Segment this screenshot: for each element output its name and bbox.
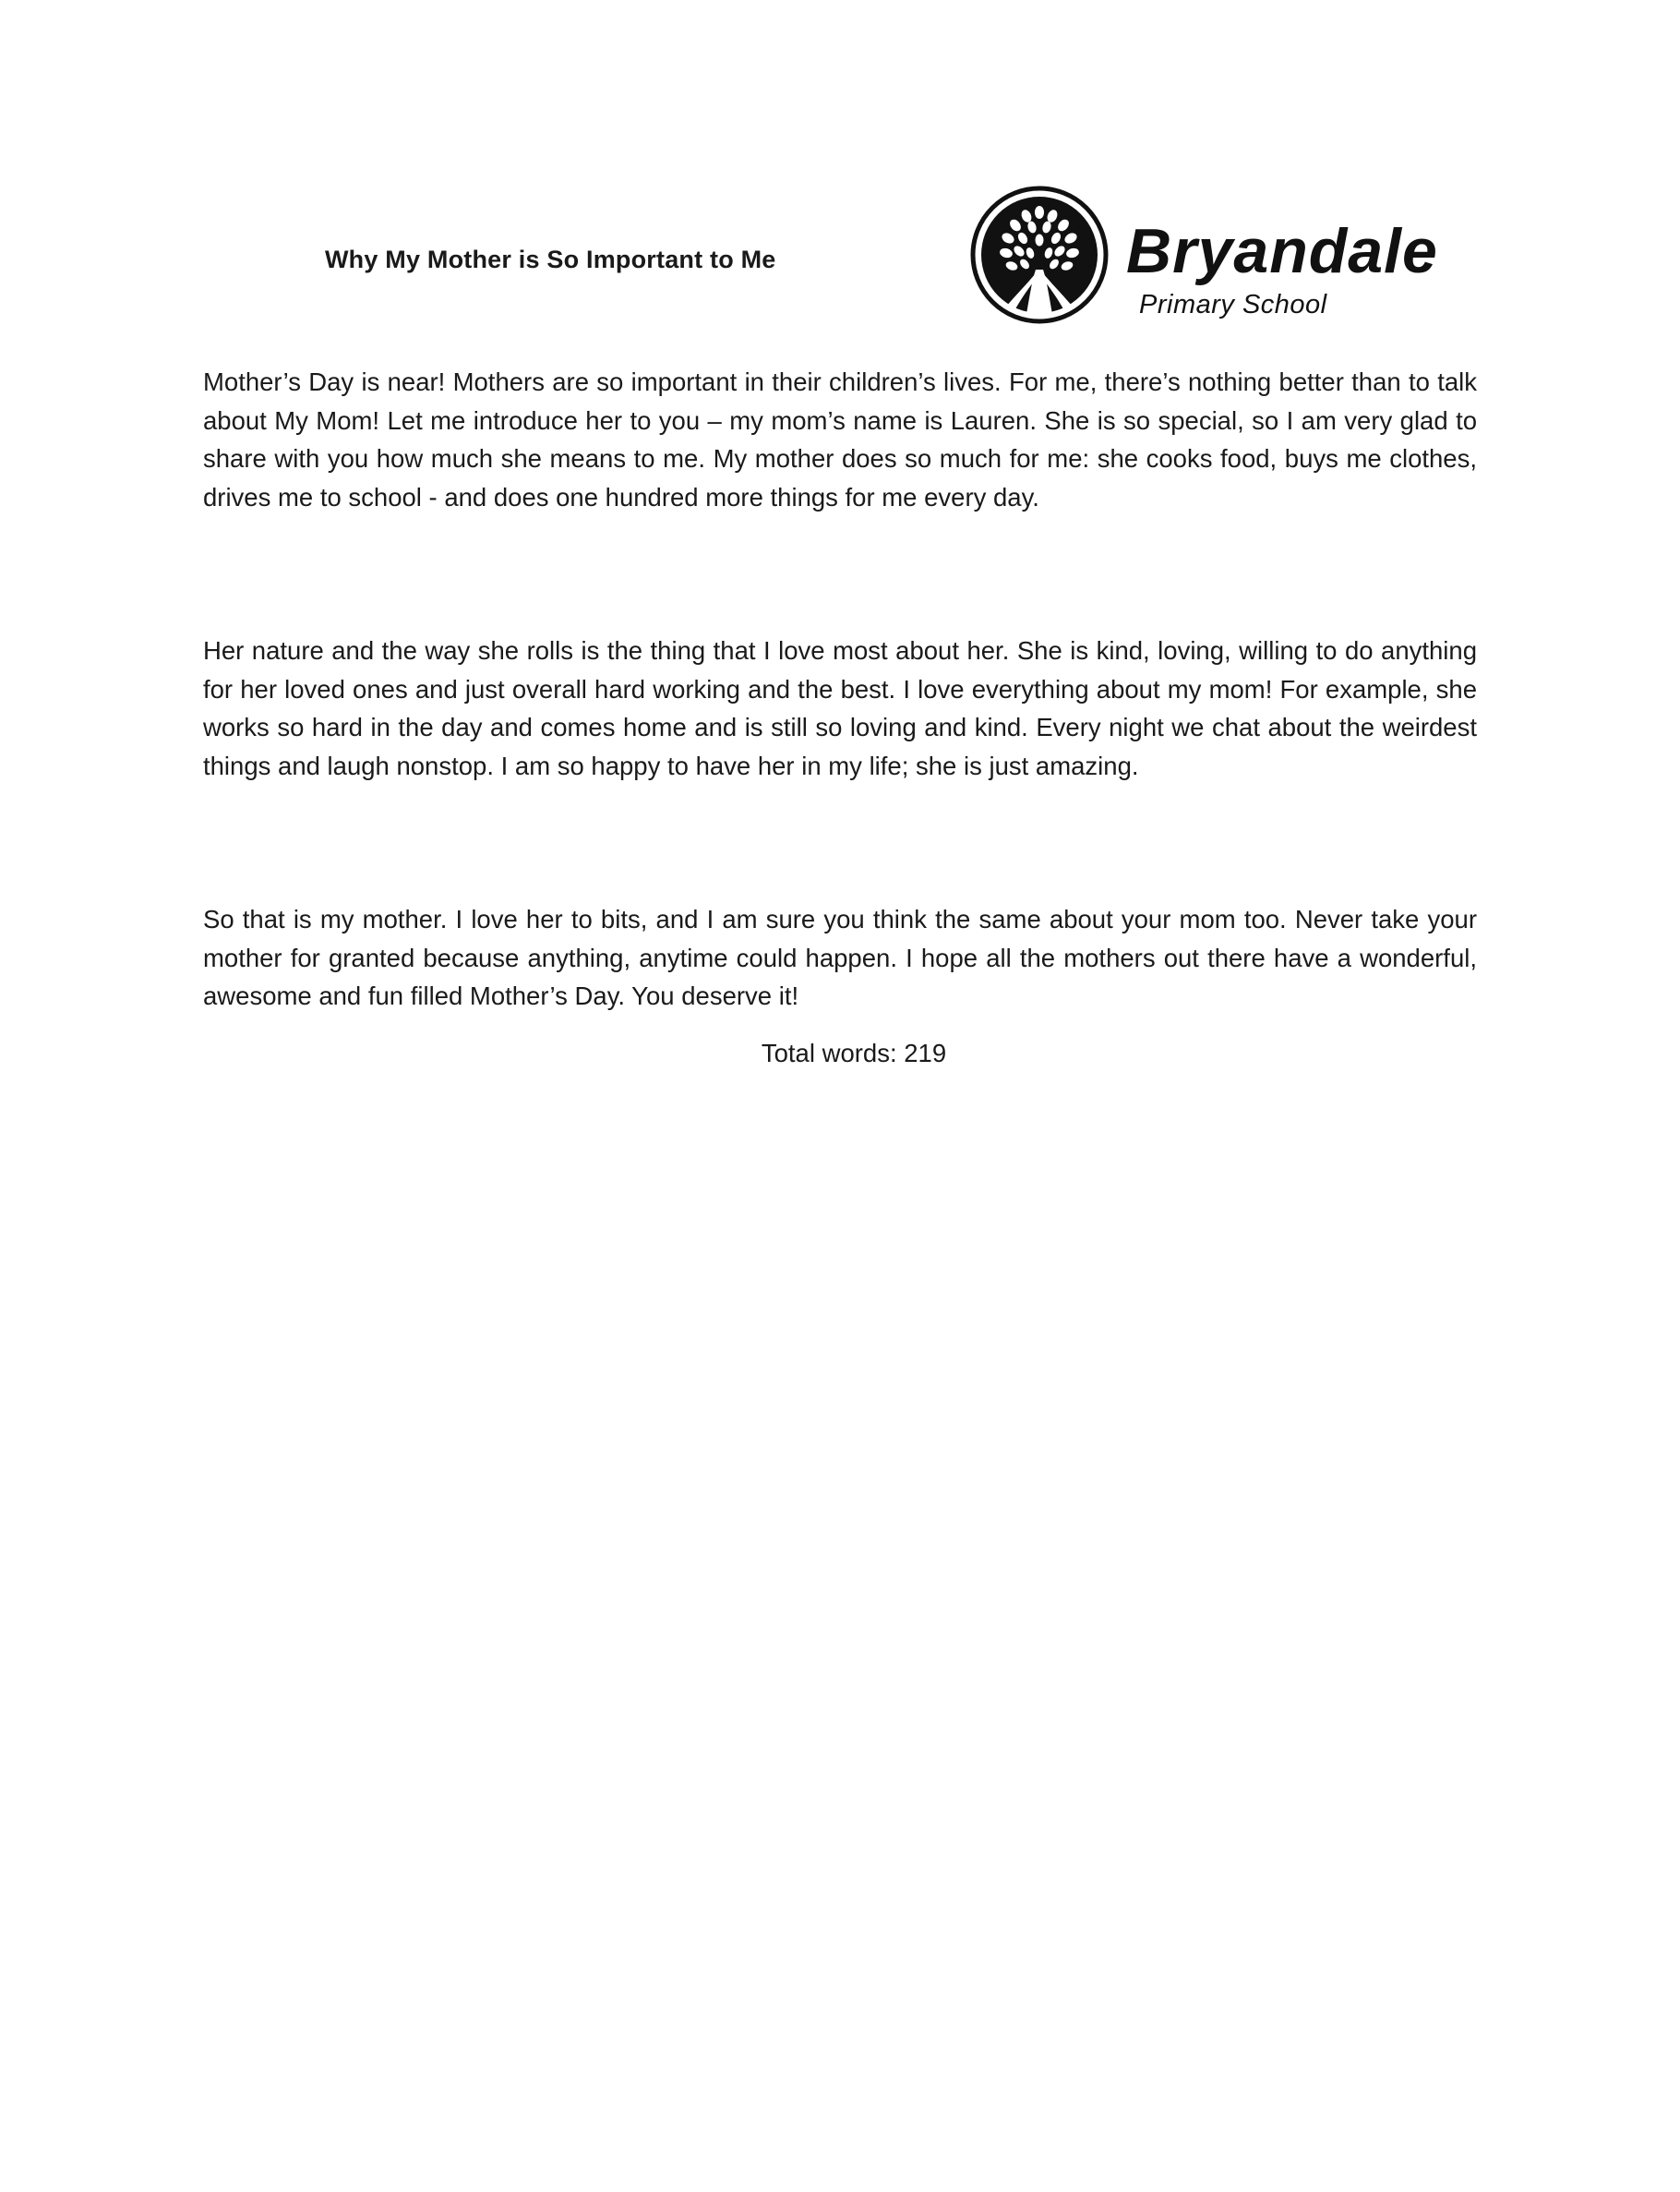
- document-title: Why My Mother is So Important to Me: [325, 246, 776, 273]
- school-name: Bryandale: [1126, 216, 1438, 286]
- school-subtitle: Primary School: [1139, 290, 1327, 319]
- paragraph-3: So that is my mother. I love her to bits, and I am sure you think the same about your mom too. Never take your mother for granted because anything, anytime could happen. I hope all the mothers out there have a wonderful, awesome and fun filled Mother’s Day. You deserve it!: [203, 905, 1477, 1010]
- school-logo: [969, 185, 1495, 332]
- paragraph-2: Her nature and the way she rolls is the thing that I love most about her. She is kind, loving, willing to do anything for her loved ones and just overall hard working and the best. I love everything about my mom! For example, she works so hard in the day and comes home and is still so loving and kind. Every night we chat about the weirdest things and laugh nonstop. I am so happy to have her in my life; she is just amazing.: [203, 636, 1477, 780]
- word-count: Total words: 219: [761, 1039, 947, 1067]
- paragraph-1: Mother’s Day is near! Mothers are so important in their children’s lives. For me, there’s nothing better than to talk about My Mom! Let me introduce her to you – my mom’s name is Lauren. She is so special, so I am very glad to share with you how much she means to me. My mother does so much for me: she cooks food, buys me clothes, drives me to school - and does one hundred more things for me every day.: [203, 367, 1477, 512]
- tree-emblem-icon: [969, 185, 1110, 325]
